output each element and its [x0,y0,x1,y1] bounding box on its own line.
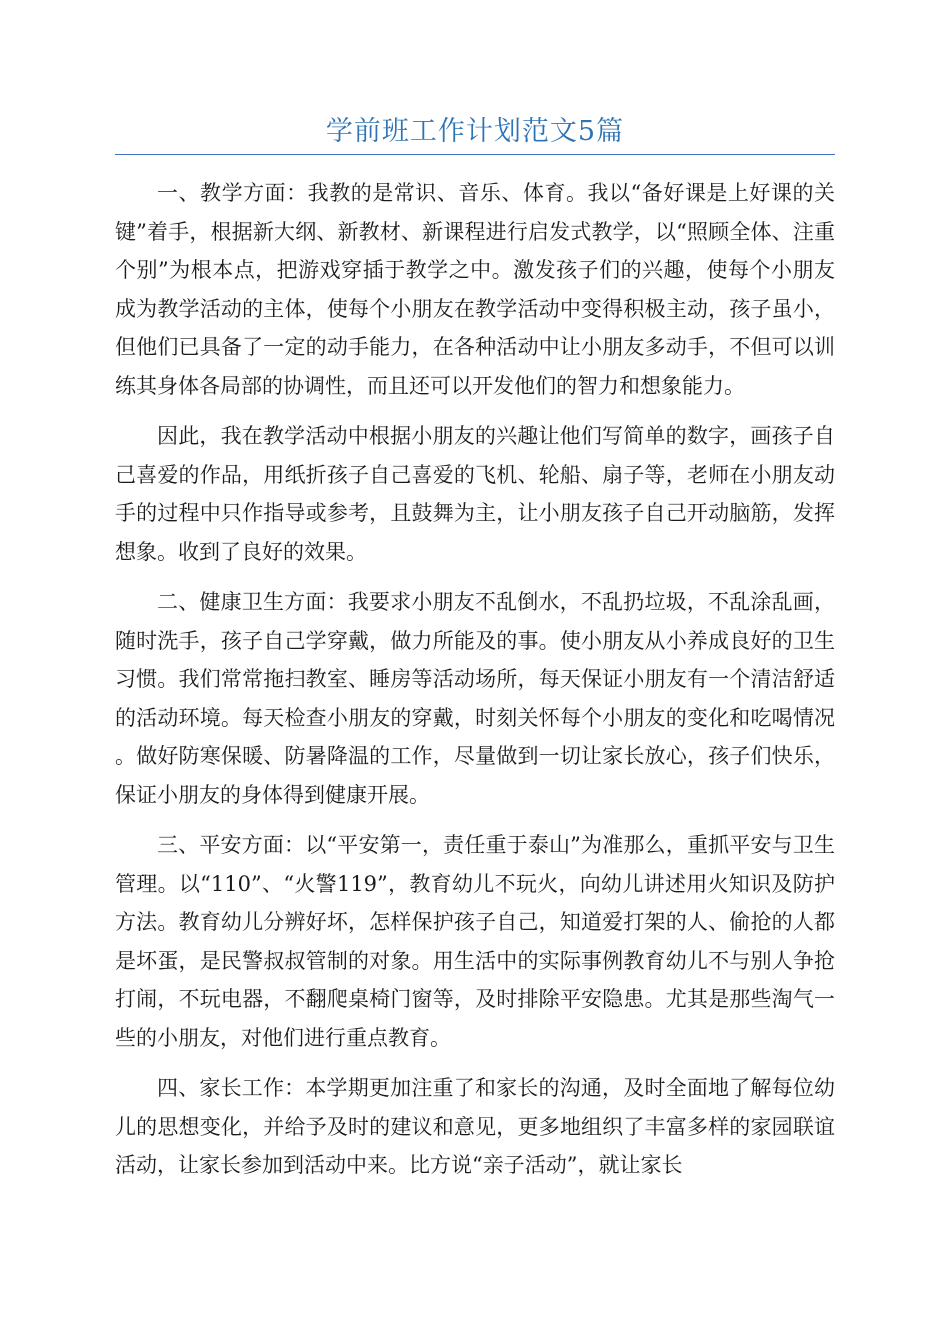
title-underline [115,154,835,155]
document-title: 学前班工作计划范文5篇 [325,116,625,147]
paragraph-parents: 四、家长工作：本学期更加注重了和家长的沟通，及时全面地了解每位幼儿的思想变化，并给予及时的建议和意见，更多地组织了丰富多样的家园联谊活动，让家长参加到活动中来。比方说“亲子活动”，就让家长 [115,1076,835,1177]
paragraph-safety: 三、平安方面：以“平安第一，责任重于泰山”为准那么，重抓平安与卫生管理。以“110”、“火警119”，教育幼儿不玩火，向幼儿讲述用火知识及防护方法。教育幼儿分辨好坏，怎样保护孩子自己，知道爱打架的人、偷抢的人都是坏蛋，是民警叔叔管制的对象。用生活中的实际事例教育幼儿不与别人争抢打闹，不玩电器，不翻爬桌椅门窗等，及时排除平安隐患。尤其是那些淘气一些的小朋友，对他们进行重点教育。 [115,833,835,1050]
paragraph-therefore: 因此，我在教学活动中根据小朋友的兴趣让他们写简单的数字，画孩子自己喜爱的作品，用纸折孩子自己喜爱的飞机、轮船、扇子等，老师在小朋友动手的过程中只作指导或参考，且鼓舞为主，让小朋友孩子自己开动脑筋，发挥想象。收到了良好的效果。 [115,424,835,564]
document-body [115,174,835,1197]
paragraph-health: 二、健康卫生方面：我要求小朋友不乱倒水，不乱扔垃圾，不乱涂乱画，随时洗手，孩子自己学穿戴，做力所能及的事。使小朋友从小养成良好的卫生习惯。我们常常拖扫教室、睡房等活动场所，每天保证小朋友有一个清洁舒适的活动环境。每天检查小朋友的穿戴，时刻关怀每个小朋友的变化和吃喝情况。做好防寒保暖、防暑降温的工作，尽量做到一切让家长放心，孩子们快乐，保证小朋友的身体得到健康开展。 [115,590,835,807]
paragraph-teaching: 一、教学方面：我教的是常识、音乐、体育。我以“备好课是上好课的关键”着手，根据新大纲、新教材、新课程进行启发式教学，以“照顾全体、注重个别”为根本点，把游戏穿插于教学之中。激发孩子们的兴趣，使每个小朋友成为教学活动的主体，使每个小朋友在教学活动中变得积极主动，孩子虽小，但他们已具备了一定的动手能力，在各种活动中让小朋友多动手，不但可以训练其身体各局部的协调性，而且还可以开发他们的智力和想象能力。 [115,181,835,398]
